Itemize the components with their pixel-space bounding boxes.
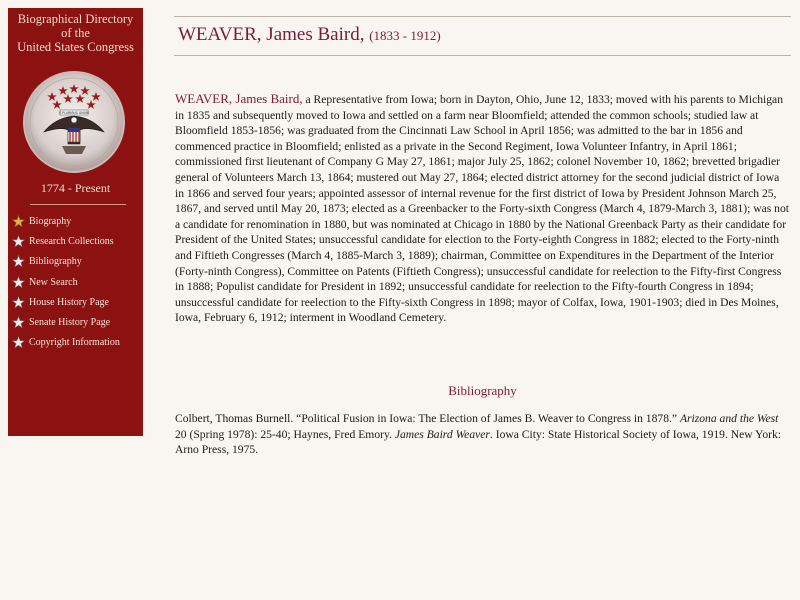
sidebar-item-label: New Search bbox=[29, 276, 78, 288]
member-dates: (1833 - 1912) bbox=[369, 28, 441, 43]
biography-name: WEAVER, James Baird, bbox=[175, 91, 303, 106]
bibliography-part: . Iowa City: State Historical Society of Iowa, 1919. New York: Arno Press, 1975. bbox=[175, 427, 782, 457]
sidebar-item-copyright[interactable] bbox=[12, 333, 143, 353]
bibliography-book: James Baird Weaver bbox=[394, 427, 490, 441]
sidebar-item-house-history[interactable] bbox=[12, 292, 143, 312]
bibliography-part: Colbert, Thomas Burnell. “Political Fusion in Iowa: The Election of James B. Weaver to Congress in 1878.” bbox=[175, 412, 680, 425]
site-title[interactable] bbox=[8, 12, 143, 54]
sidebar-item-label: Senate History Page bbox=[29, 317, 111, 329]
sidebar-item-biography[interactable] bbox=[12, 211, 143, 231]
sidebar-item-label: Bibliography bbox=[29, 256, 82, 268]
star-icon bbox=[12, 255, 25, 268]
site-title-line: of the bbox=[61, 26, 90, 40]
header-divider-top bbox=[174, 16, 791, 17]
svg-text:E PLURIBUS UNUM: E PLURIBUS UNUM bbox=[59, 111, 89, 115]
star-icon bbox=[12, 296, 25, 309]
sidebar-nav bbox=[12, 211, 143, 353]
congress-seal-logo bbox=[22, 70, 126, 174]
header-divider-bottom bbox=[174, 55, 791, 56]
bibliography-text bbox=[175, 411, 790, 458]
sidebar-item-research-collections[interactable] bbox=[12, 231, 143, 251]
member-name: WEAVER, James Baird, bbox=[178, 24, 365, 45]
sidebar-item-new-search[interactable] bbox=[12, 272, 143, 292]
biography-body: a Representative from Iowa; born in Dayton, Ohio, June 12, 1833; moved with his parents to Michigan in 1835 and subsequently moved to Iowa and settled on a farm near Bloomfield; attended the common schools; studied law at Bloomfield 1853-1856; was graduated from the Cincinnati Law School in April 1856; was admitted to the bar in 1856 and commenced practice in Bloomfield; enlisted as a private in the Second Regiment, Iowa Volunteer Infantry, in April 1861; commissioned first lieutenant of Company G May 27, 1861; major July 25, 1862; colonel November 10, 1862; brevetted brigadier general of Volunteers March 13, 1864; mustered out May 27, 1864; elected district attorney for the second judicial district of Iowa in 1866 and served four years; appointed assessor of internal revenue for the first district of Iowa by President Johnson March 25, 1867, and served until May 20, 1873; elected as a Greenbacker to the Forty-sixth Congress (March 4, 1879-March 3, 1881); was not a candidate for renomination in 1880, but was nominated at Chicago in 1880 by the National Greenback Party as their candidate for President of the United States; unsuccessful candidate for election to the Forty-eighth Congress in 1882; elected to the Forty-ninth and Fiftieth Congresses (March 4, 1885-March 3, 1889); chairman, Committee on Expenditures in the Department of the Interior (Forty-ninth Congress), Committee on Patents (Fiftieth Congress); unsuccessful candidate for reelection to the Fifty-first Congress in 1888; Populist candidate for President in 1892; unsuccessful candidate for reelection to the Fifty-fourth Congress in 1894; unsuccessful candidate for reelection to the Fifty-sixth Congress in 1898; mayor of Colfax, Iowa, 1901-1903; died in Des Moines, Iowa, February 6, 1912; interment in Woodland Cemetery. bbox=[175, 93, 789, 325]
bibliography-journal: Arizona and the West bbox=[679, 412, 779, 425]
sidebar-item-bibliography[interactable] bbox=[12, 252, 143, 272]
bibliography-part: 20 (Spring 1978): 25-40; Haynes, Fred Emory. bbox=[175, 427, 395, 441]
sidebar-divider bbox=[30, 204, 126, 205]
sidebar-item-label: Biography bbox=[29, 215, 72, 227]
sidebar-item-label: Copyright Information bbox=[29, 337, 120, 349]
page-title bbox=[178, 24, 441, 46]
bibliography-heading: Bibliography bbox=[448, 383, 517, 398]
site-title-line: Biographical Directory bbox=[17, 12, 134, 26]
sidebar-item-label: House History Page bbox=[29, 296, 109, 308]
site-title-line: United States Congress bbox=[17, 40, 134, 54]
years-label: 1774 - Present bbox=[40, 181, 111, 195]
star-icon bbox=[12, 235, 25, 248]
biography-text bbox=[175, 91, 790, 326]
star-icon bbox=[12, 336, 25, 349]
star-icon bbox=[12, 215, 25, 228]
sidebar-item-senate-history[interactable] bbox=[12, 312, 143, 332]
sidebar bbox=[8, 8, 143, 436]
star-icon bbox=[12, 276, 25, 289]
sidebar-item-label: Research Collections bbox=[29, 235, 114, 247]
star-icon bbox=[12, 316, 25, 329]
